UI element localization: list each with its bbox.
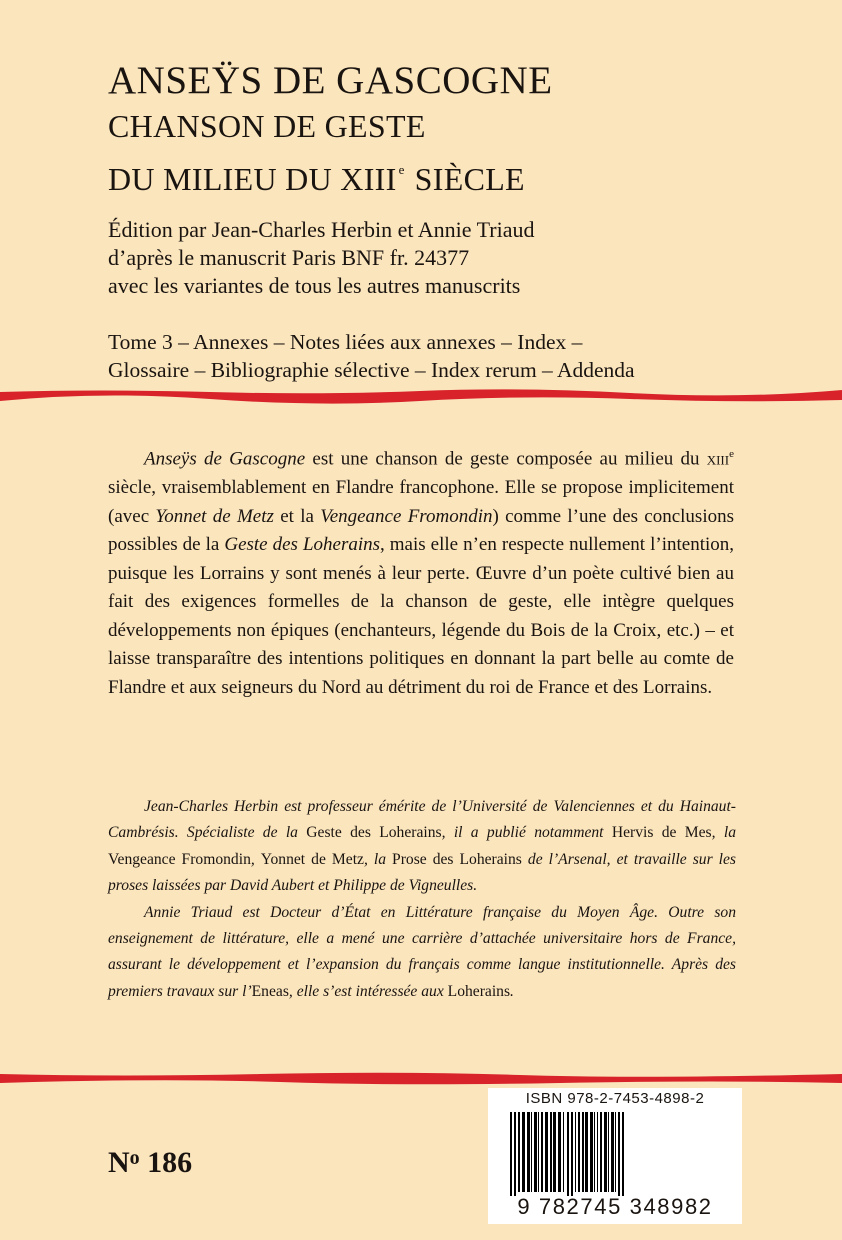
barcode <box>488 1088 742 1224</box>
red-band-bottom <box>0 1071 842 1083</box>
bio-text: , <box>250 850 261 868</box>
subtitle-century: DU MILIEU DU XIII <box>108 161 397 197</box>
edition-info <box>108 216 808 300</box>
bio-text: Annie Triaud est Docteur d’État en Littérature française du Moyen Âge. Outre son enseignement de littérature, elle a mené une carrière d’attachée universitaire hors de France, assurant le développement et l’expansion du français comme langue institutionnelle. Après des premiers travaux sur l’ <box>108 903 736 1000</box>
summary-italic: Vengeance Fromondin <box>320 505 493 527</box>
bio-title: Loherains <box>447 982 511 1000</box>
summary-title-italic: Anseÿs de Gascogne <box>144 448 306 470</box>
isbn-label: ISBN 978-2-7453-4898-2 <box>525 1090 705 1107</box>
author-bios <box>108 794 736 1005</box>
summary-text: et la <box>273 505 321 527</box>
summary-century: xiii <box>706 448 730 470</box>
bio-triaud <box>108 900 736 1006</box>
bio-herbin <box>108 794 736 900</box>
book-subtitle-line2 <box>108 148 808 201</box>
bio-text: . <box>510 982 514 1000</box>
tome-info <box>108 328 828 384</box>
bio-title: Hervis de Mes <box>611 824 712 842</box>
book-summary <box>108 440 734 703</box>
bio-text: , la <box>711 824 736 842</box>
bio-title: Yonnet de Metz <box>260 850 364 868</box>
summary-text: est une chanson de geste composée au milieu du <box>305 448 707 470</box>
red-band-top <box>0 388 842 400</box>
summary-sup: e <box>729 448 734 460</box>
book-title: ANSEŸS DE GASCOGNE <box>108 59 553 102</box>
bio-title: Eneas <box>251 982 289 1000</box>
series-number <box>108 1146 192 1180</box>
numero-sup: o <box>129 1147 140 1169</box>
summary-italic: Yonnet de Metz <box>155 505 274 527</box>
subtitle-superscript: e <box>398 162 405 177</box>
summary-text: ) comme l’une des conclusions possibles de la <box>108 505 734 556</box>
bio-text: , la <box>363 850 393 868</box>
bio-text: Jean-Charles Herbin est professeur émérite de l’Université de Valenciennes et du Hainaut-Cambrésis. Spécialiste de la <box>108 798 736 842</box>
title-block <box>108 58 808 201</box>
numero-value: 186 <box>147 1146 193 1179</box>
tome-line2: Glossaire – Bibliographie sélective – Index rerum – Addenda <box>108 358 635 382</box>
edition-line3: avec les variantes de tous les autres manuscrits <box>108 273 521 298</box>
bio-title: Prose des Loherains <box>392 850 522 868</box>
barcode-bars <box>496 1112 734 1196</box>
summary-italic: Geste des Loherains <box>224 534 381 556</box>
summary-text: siècle, vraisemblablement en Flandre francophone. Elle se propose implicitement (avec <box>108 476 734 527</box>
bio-text: , il a publié notamment <box>441 824 612 842</box>
bio-text: de l’Arsenal, et travaille sur les proses laissées par David Aubert et Philippe de Vigneulles. <box>108 850 737 895</box>
summary-text: , mais elle n’en respecte nullement l’intention, puisque les Lorrains y sont menés à leur perte. Œuvre d’un poète cultivé bien au fait des exigences formelles de la chanson de geste, elle intègre quelques développements non épiques (enchanteurs, légende du Bois de la Croix, etc.) – et laisse transparaître des intentions politiques en donnant la part belle au comte de Flandre et aux seigneurs du Nord au détriment du roi de France et des Lorrains. <box>108 534 734 699</box>
barcode-digits: 9 782745 348982 <box>517 1194 713 1219</box>
edition-line1: Édition par Jean-Charles Herbin et Annie Triaud <box>108 217 535 242</box>
bio-title: Geste des Loherains <box>306 824 442 842</box>
tome-line1: Tome 3 – Annexes – Notes liées aux annexes – Index – <box>108 330 583 354</box>
subtitle-siecle: SIÈCLE <box>414 161 525 197</box>
edition-line2: d’après le manuscrit Paris BNF fr. 24377 <box>108 245 470 270</box>
bio-text: , elle s’est intéressée aux <box>288 982 448 1000</box>
numero-prefix: N <box>108 1146 130 1179</box>
bio-title: Vengeance Fromondin <box>108 850 251 868</box>
book-subtitle-line1: CHANSON DE GESTE <box>108 108 426 144</box>
